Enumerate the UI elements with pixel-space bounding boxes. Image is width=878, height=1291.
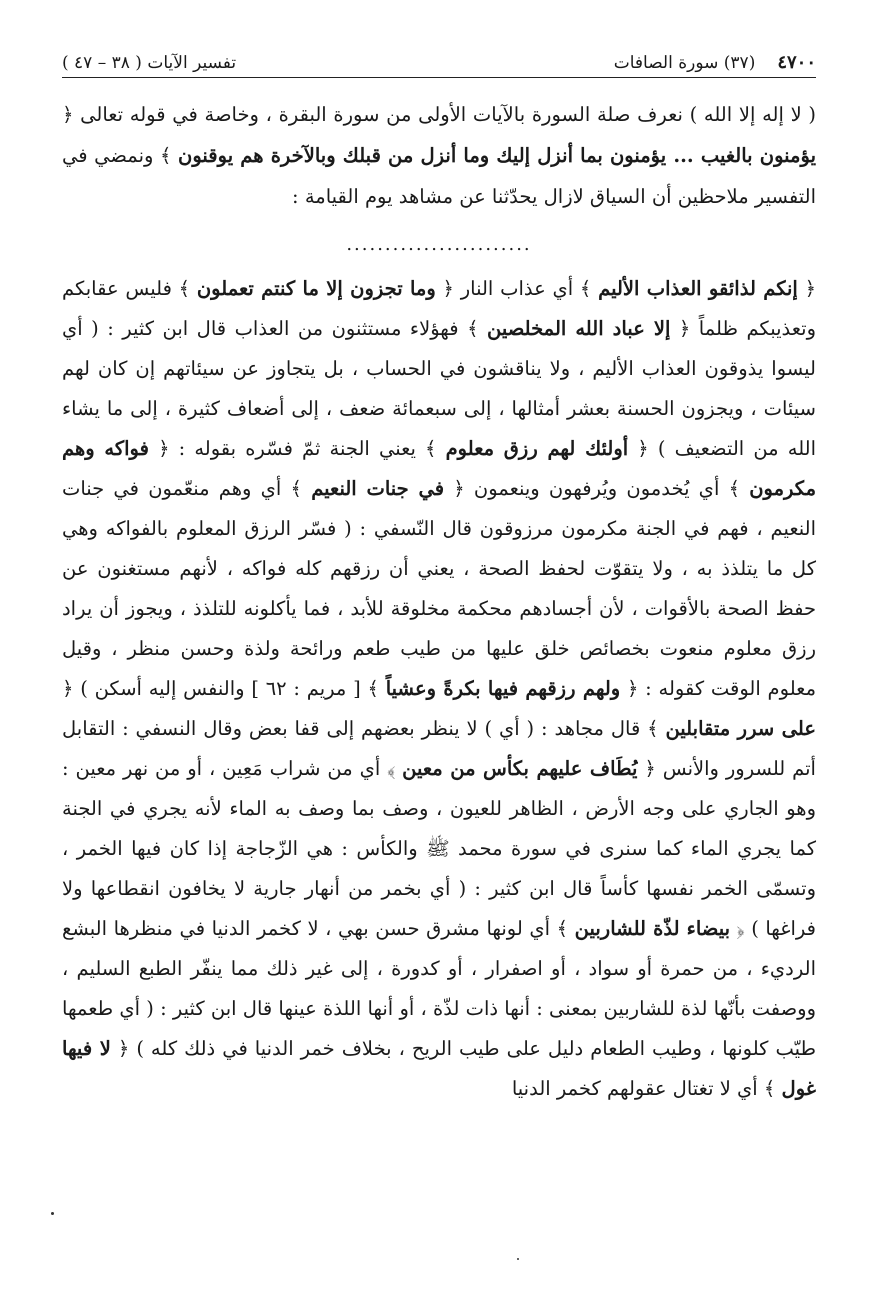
ornate-bracket-close: ﴾	[728, 477, 740, 500]
ornate-bracket-close: ﴾	[556, 917, 569, 940]
running-header	[62, 36, 816, 78]
commentary-text: أي لا تغتال عقولهم كخمر الدنيا	[511, 1077, 764, 1100]
ornate-bracket-open: ﴿	[678, 317, 691, 340]
print-speck	[51, 1212, 54, 1215]
ornate-bracket-open: ﴿	[62, 677, 74, 700]
ornate-bracket-open: ﴿	[736, 917, 745, 940]
quran-verse: أولئك لهم رزق معلوم	[445, 437, 629, 460]
ornate-bracket-close: ﴾	[178, 277, 191, 300]
page-number: ٤٧٠٠	[777, 52, 816, 73]
ornate-bracket-close: ﴾	[367, 677, 379, 700]
quran-verse: وما تجزون إلا ما كنتم تعملون	[196, 277, 436, 300]
commentary-text: أي لونها مشرق حسن بهي ، لا كخمر الدنيا في منظرها البشع الرديء ، من حمرة أو سواد ، أو اصفرار ، أو كدورة ، إلى غير ذلك مما ينفّر الطبع السليم ، ووصفت بأنّها لذة للشاربين بمعنى : أنها ذات لذّة ، أو أنها اللذة عينها قال ابن كثير : ( أي طعمها طيّب كلونها ، وطيب الطعام دليل على طيب الريح ، بخلاف خمر الدنيا في ذلك كله )	[62, 917, 816, 1060]
ornate-bracket-close: ﴾	[425, 437, 437, 460]
ornate-bracket-open: ﴿	[442, 277, 454, 300]
ornate-bracket-close: ﴾	[467, 317, 479, 340]
ornate-bracket-open: ﴿	[804, 277, 817, 300]
intro-text-1: ( لا إله إلا الله ) نعرف صلة السورة بالآيات الأولى من سورة البقرة ، وخاصة في قوله تعالى	[73, 103, 816, 126]
page	[62, 36, 816, 1109]
commentary-text: أي يُخدمون ويُرفهون وينعمون	[464, 477, 729, 500]
ornate-bracket-close: ﴾	[387, 757, 396, 780]
header-right	[614, 54, 816, 72]
quran-verse: لا فيها غول	[62, 1037, 816, 1100]
quran-verse: ولهم رزقهم فيها بكرةً وعشياً	[385, 677, 621, 700]
commentary-text: أي عذاب النار	[453, 277, 580, 300]
quran-verse: إلا عباد الله المخلصين	[486, 317, 671, 340]
print-speck	[517, 1258, 519, 1260]
section-separator: ........................	[346, 234, 532, 255]
commentary-text: [ مريم : ٦٢ ] والنفس إليه أسكن )	[73, 677, 368, 700]
quran-verse: بيضاء لذّة للشاربين	[574, 917, 731, 940]
section-title: تفسير الآيات ( ٣٨ – ٤٧ )	[62, 53, 237, 73]
ornate-bracket-close: ﴾	[290, 477, 302, 500]
commentary-text: أي من شراب مَعِين ، أو من نهر معين : وهو الجاري على وجه الأرض ، الظاهر للعيون ، وصف بما وصف به الماء لأنه يجري في الجنة كما يجري الماء كما سنرى في سورة محمد ﷺ والكأس : هي الزّجاجة إذا كان فيها الخمر ، وتسمّى الخمر نفسها كأساً قال ابن كثير : ( أي بخمر من أنهار جارية لا يخافون انقطاعها ولا فراغها )	[62, 757, 816, 940]
ornate-bracket-open: ﴿	[644, 757, 656, 780]
quran-verse: يُطَاف عليهم بكأس من معين	[402, 757, 638, 780]
ornate-bracket-open: ﴿	[637, 437, 649, 460]
quran-verse: إنكم لذائقو العذاب الأليم	[598, 277, 798, 300]
quran-verse: في جنات النعيم	[311, 477, 445, 500]
ornate-bracket-close: ﴾	[763, 1077, 776, 1100]
commentary-text: فهؤلاء مستثنون من العذاب قال ابن كثير : ( أي ليسوا يذوقون العذاب الأليم ، ولا يناقشون في الحساب ، بل يتجاوز عن سيئاتهم إن كان لهم سيئات ، ويجزون الحسنة بعشر أمثالها ، إلى سبعمائة ضعف ، إلى أضعاف كثيرة ، إلى ما يشاء الله من التضعيف )	[62, 317, 817, 460]
quran-verse: فواكه وهم مكرمون	[62, 437, 817, 500]
commentary-text: أي وهم منعّمون في جنات النعيم ، فهم في الجنة مكرمون مرزوقون قال النّسفي : ( فسّر الرزق المعلوم بالفواكه وهي كل ما يتلذذ به ، ولا يتقوّت لحفظ الصحة ، يعني أن رزقهم كله فواكه ، لأنهم مستغنون عن حفظ الصحة بالأقوات ، لأن أجسادهم محكمة مخلوقة للأبد ، فما يأكلونه للتلذذ ، ويجوز أن يراد رزق معلوم منعوت بخصائص خلق عليها من طيب طعم ورائحة ولذة وحسن منظر ، وقيل معلوم الوقت كقوله :	[62, 477, 817, 700]
intro-paragraph	[62, 94, 816, 217]
ornate-bracket-close: ﴾	[160, 144, 172, 167]
commentary-text: قال مجاهد : ( أي ) لا ينظر بعضهم إلى قفا بعض وقال النسفي : التقابل أتم للسرور والأنس	[62, 717, 816, 780]
ornate-bracket-open: ﴿	[453, 477, 465, 500]
ornate-bracket-close: ﴾	[579, 277, 592, 300]
ornate-bracket-close: ﴾	[647, 717, 659, 740]
ornate-bracket-open: ﴿	[626, 677, 639, 700]
ornate-bracket-open: ﴿	[158, 437, 170, 460]
commentary-text: يعني الجنة ثمّ فسّره بقوله :	[169, 437, 426, 460]
ornate-bracket-open: ﴿	[117, 1037, 130, 1060]
quran-verse: على سرر متقابلين	[665, 717, 816, 740]
ornate-bracket-open: ﴿	[62, 103, 74, 126]
commentary-text: فليس عقابكم وتعذيبكم ظلماً	[62, 277, 816, 340]
commentary-paragraph	[62, 269, 816, 1109]
surah-title: (٣٧) سورة الصافات	[613, 53, 756, 73]
quran-verse: يؤمنون بالغيب ... يؤمنون بما أنزل إليك وما أنزل من قبلك وبالآخرة هم يوقنون	[178, 144, 816, 167]
intro-text-2: ونمضي في التفسير ملاحظين أن السياق لازال يحدّثنا عن مشاهد يوم القيامة :	[62, 144, 816, 208]
